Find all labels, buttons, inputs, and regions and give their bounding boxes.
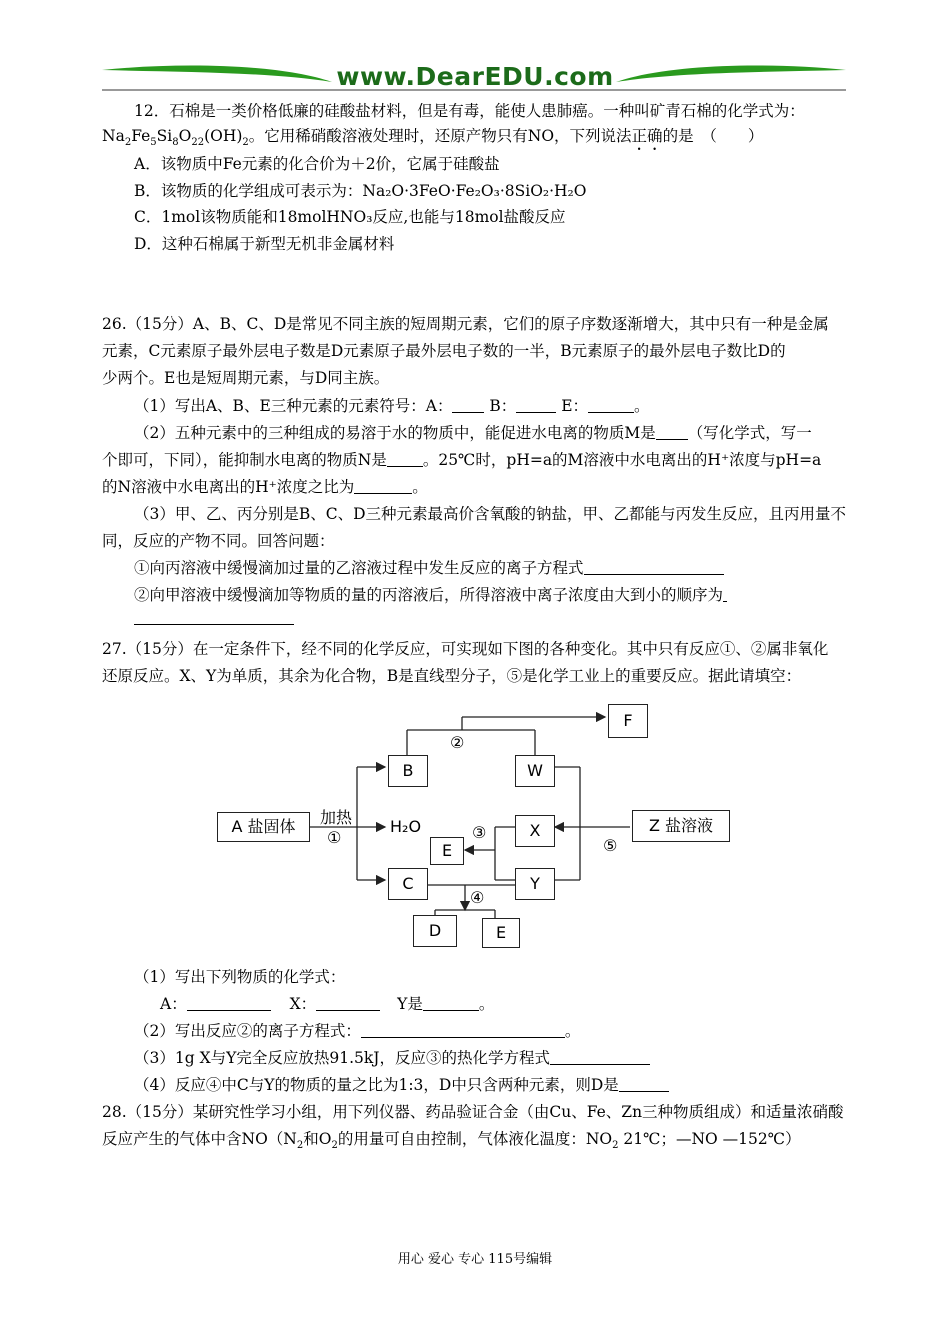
- node-b: B: [388, 755, 428, 787]
- q27-sub1-blanks: A： X： Y是 。: [160, 995, 495, 1013]
- node-c: C: [388, 868, 428, 900]
- q26-line1: 26.（15分）A、B、C、D是常见不同主族的短周期元素，它们的原子序数逐渐增大，其中只有一种是金属: [102, 315, 829, 333]
- q27-sub3: （3）1g X与Y完全反应放热91.5kJ，反应③的热化学方程式: [134, 1047, 894, 1069]
- q12-line2: $Na_2Fe_5Si_8O_{22}(OH)_2$。它用稀硝酸溶液处理时，还原产物只有NO，下列说法正确的是 （ ）: [102, 127, 764, 149]
- label-reaction-3: ③: [472, 823, 487, 842]
- reaction-flow-diagram: [200, 700, 760, 960]
- q12-option-c: C．1mol该物质能和18molHNO₃反应,也能与18mol盐酸反应: [134, 208, 566, 226]
- q26-part3-sub1: ①向丙溶液中缓慢滴加过量的乙溶液过程中发生反应的离子方程式: [134, 557, 894, 579]
- node-a-salt-solid: A 盐固体: [217, 812, 310, 842]
- node-w: W: [515, 755, 555, 787]
- node-e-upper: E: [430, 837, 464, 865]
- label-reaction-4: ④: [470, 888, 485, 907]
- q27-sub2: （2）写出反应②的离子方程式： 。: [134, 1022, 581, 1040]
- site-logo-text: www.DearEDU.com: [336, 62, 614, 91]
- node-e-lower: E: [482, 918, 520, 948]
- label-h2o: H₂O: [390, 817, 422, 836]
- answer-line: [134, 624, 294, 625]
- q27-sub1: （1）写出下列物质的化学式：: [134, 968, 346, 986]
- node-y: Y: [515, 868, 555, 900]
- q27-line2: 还原反应。X、Y为单质，其余为化合物，B是直线型分子，⑤是化学工业上的重要反应。据此请填空：: [102, 667, 802, 685]
- site-header-banner: [100, 60, 848, 96]
- q26-part2: （2）五种元素中的三种组成的易溶于水的物质中，能促进水电离的物质M是 （写化学式，写一: [134, 424, 812, 442]
- label-heat: 加热: [320, 808, 353, 827]
- q12-option-d: D．这种石棉属于新型无机非金属材料: [134, 235, 395, 253]
- label-reaction-2: ②: [450, 733, 465, 752]
- node-z-salt-solution: Z 盐溶液: [632, 810, 730, 842]
- q27-line1: 27.（15分）在一定条件下，经不同的化学反应，可实现如下图的各种变化。其中只有反应①、②属非氧化: [102, 640, 829, 658]
- q12-option-a: A．该物质中Fe元素的化合价为＋2价，它属于硅酸盐: [134, 155, 500, 173]
- q26-line2: 元素，C元素原子最外层电子数是D元素原子最外层电子数的一半，B元素原子的最外层电子数比D的: [102, 342, 786, 360]
- q12-option-b: B．该物质的化学组成可表示为：Na₂O·3FeO·Fe₂O₃·8SiO₂·H₂O: [134, 182, 587, 200]
- label-reaction-5: ⑤: [603, 836, 618, 855]
- q26-line3: 少两个。E也是短周期元素，与D同主族。: [102, 369, 390, 387]
- q26-part2-line2: 个即可，下同），能抑制水电离的物质N是 。25℃时，pH=a的M溶液中水电离出的H⁺浓度与pH=a: [102, 451, 822, 469]
- q26-part3: （3）甲、乙、丙分别是B、C、D三种元素最高价含氧酸的钠盐，甲、乙都能与丙发生反应，且丙用量不: [134, 505, 847, 523]
- node-x: X: [515, 815, 555, 847]
- label-reaction-1: ①: [327, 828, 342, 847]
- q27-sub4: （4）反应④中C与Y的物质的量之比为1:3，D中只含两种元素，则D是: [134, 1074, 894, 1096]
- q28-line1: 28.（15分）某研究性学习小组，用下列仪器、药品验证合金（由Cu、Fe、Zn三种物质组成）和适量浓硝酸: [102, 1103, 844, 1121]
- q12-line1: 12．石棉是一类价格低廉的硅酸盐材料，但是有毒，能使人患肺癌。一种叫矿青石棉的化学式为：: [134, 102, 805, 120]
- q26-part3-sub2: ②向甲溶液中缓慢滴加等物质的量的丙溶液后，所得溶液中离子浓度由大到小的顺序为: [134, 584, 894, 606]
- q26-part2-line3: 的N溶液中水电离出的H⁺浓度之比为 。: [102, 478, 428, 496]
- node-f: F: [608, 704, 648, 738]
- q26-part3-line2: 同，反应的产物不同。回答问题：: [102, 532, 335, 550]
- q28-line2: 反应产生的气体中含$NO(N_2$和$O_2$的用量可自由控制，气体液化温度：$NO_2$ 21℃；—NO —152℃）: [102, 1130, 801, 1152]
- page-footer: 用心 爱心 专心 115号编辑: [397, 1252, 553, 1267]
- node-d: D: [413, 915, 457, 947]
- q26-part1: （1）写出A、B、E三种元素的元素符号：A： B： E： 。: [134, 397, 650, 415]
